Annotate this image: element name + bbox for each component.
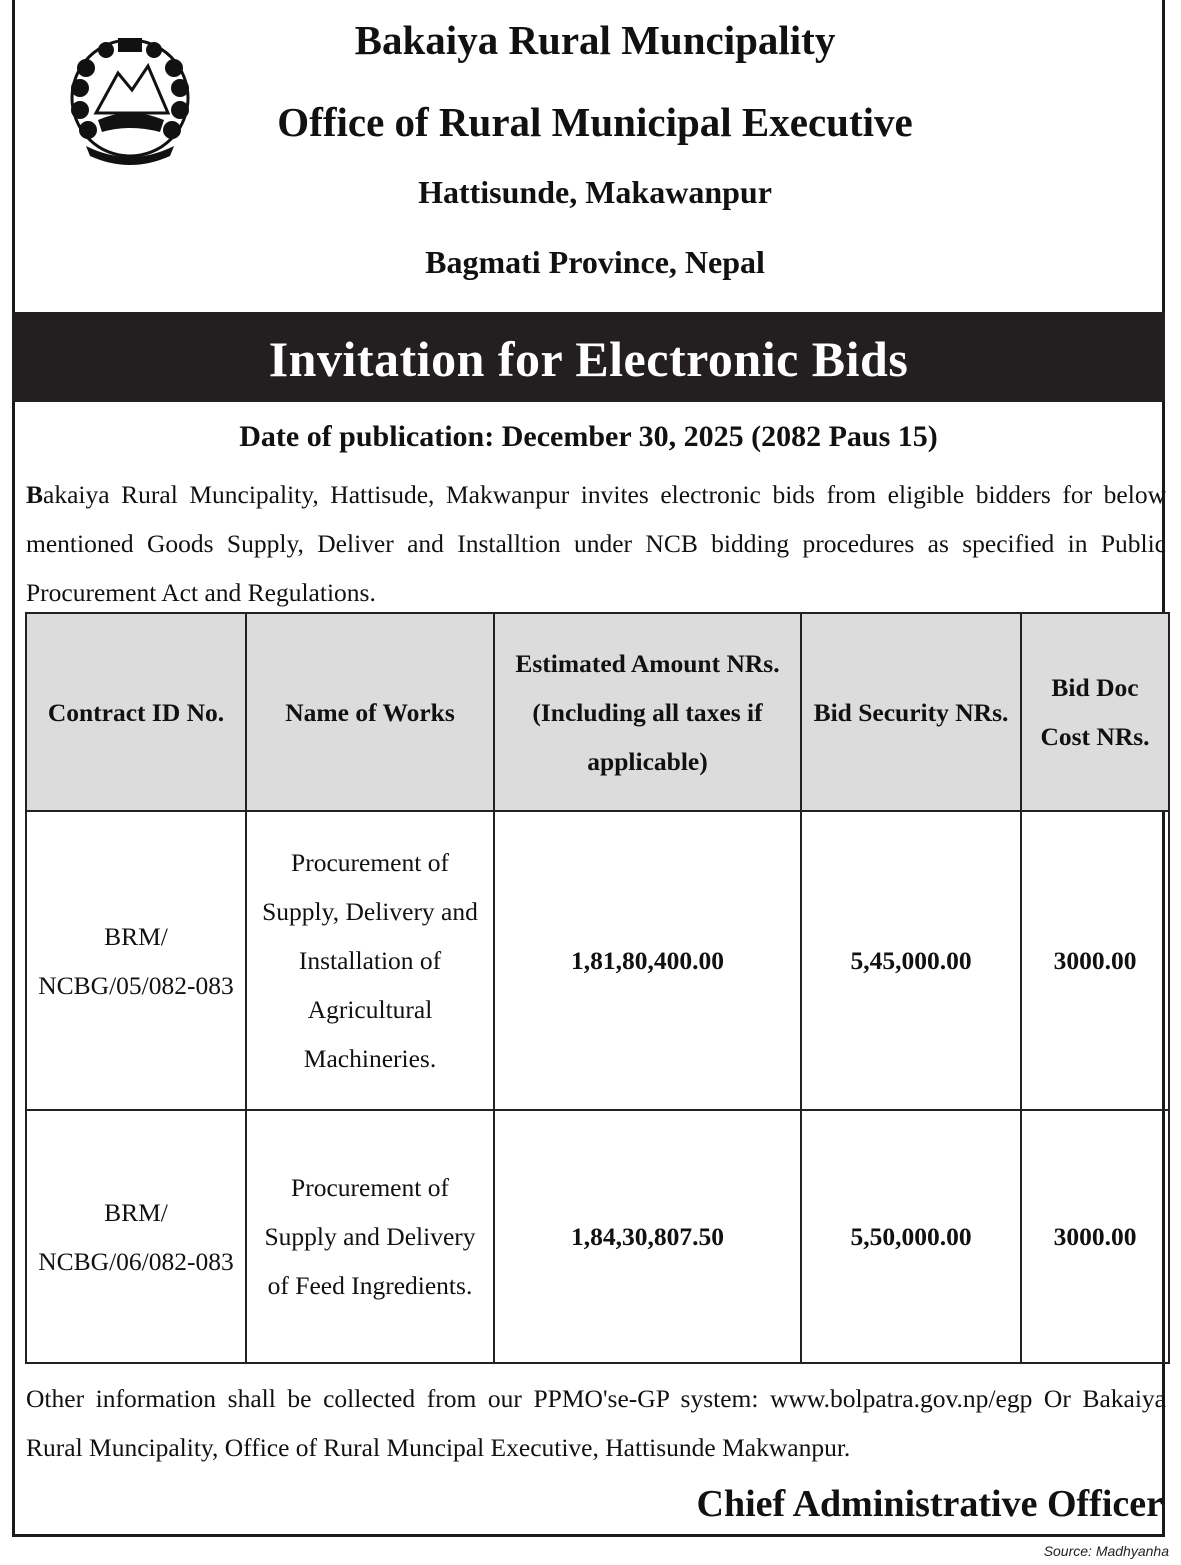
contract-id-cell: BRM/ NCBG/05/082-083	[26, 811, 246, 1110]
table-row	[26, 1110, 1169, 1363]
signatory-title: Chief Administrative Officer	[696, 1483, 1163, 1525]
municipality-name: Bakaiya Rural Muncipality	[354, 17, 836, 63]
header-bid-doc-cost: Bid Doc Cost NRs.	[1021, 613, 1169, 811]
header-bid-security: Bid Security NRs.	[801, 613, 1021, 811]
notice-title: Invitation for Electronic Bids	[268, 331, 909, 387]
province-country: Bagmati Province, Nepal	[425, 244, 765, 280]
bid-security-cell: 5,45,000.00	[801, 811, 1021, 1110]
intro-text: akaiya Rural Muncipality, Hattisude, Makwanpur invites electronic bids from eligible bidders for below mentioned Goods Supply, Deliver and Installtion under NCB bidding procedures as specified in Public Procurement Act and Regulations.	[26, 480, 1166, 607]
table-header-row	[26, 613, 1169, 811]
header-estimated-amount: Estimated Amount NRs. (Including all taxes if applicable)	[494, 613, 801, 811]
source-credit: Source: Madhyanha	[1043, 1543, 1169, 1559]
publication-date: Date of publication: December 30, 2025 (2082 Paus 15)	[239, 420, 938, 453]
office-name: Office of Rural Municipal Executive	[277, 99, 913, 145]
bid-security-cell: 5,50,000.00	[801, 1110, 1021, 1363]
header-contract-id: Contract ID No.	[26, 613, 246, 811]
bid-doc-cost-cell: 3000.00	[1021, 811, 1169, 1110]
notice-title-banner	[12, 312, 1165, 402]
office-address: Hattisunde, Makawanpur	[418, 174, 772, 210]
estimated-amount-cell: 1,84,30,807.50	[494, 1110, 801, 1363]
bids-table	[25, 612, 1170, 1364]
footer-paragraph: Other information shall be collected from our PPMO'se-GP system: www.bolpatra.gov.np/egp Or Bakaiya Rural Muncipality, Office of Rural Muncipal Executive, Hattisunde Makwanpur.	[26, 1384, 1166, 1462]
contract-id-cell: BRM/ NCBG/06/082-083	[26, 1110, 246, 1363]
header-name-of-works: Name of Works	[246, 613, 494, 811]
intro-first-letter: B	[26, 480, 44, 509]
estimated-amount-cell: 1,81,80,400.00	[494, 811, 801, 1110]
table-row	[26, 811, 1169, 1110]
name-of-works-cell: Procurement of Supply, Delivery and Installation of Agricultural Machineries.	[246, 811, 494, 1110]
name-of-works-cell: Procurement of Supply and Delivery of Feed Ingredients.	[246, 1110, 494, 1363]
bid-doc-cost-cell: 3000.00	[1021, 1110, 1169, 1363]
intro-paragraph	[26, 470, 1166, 617]
